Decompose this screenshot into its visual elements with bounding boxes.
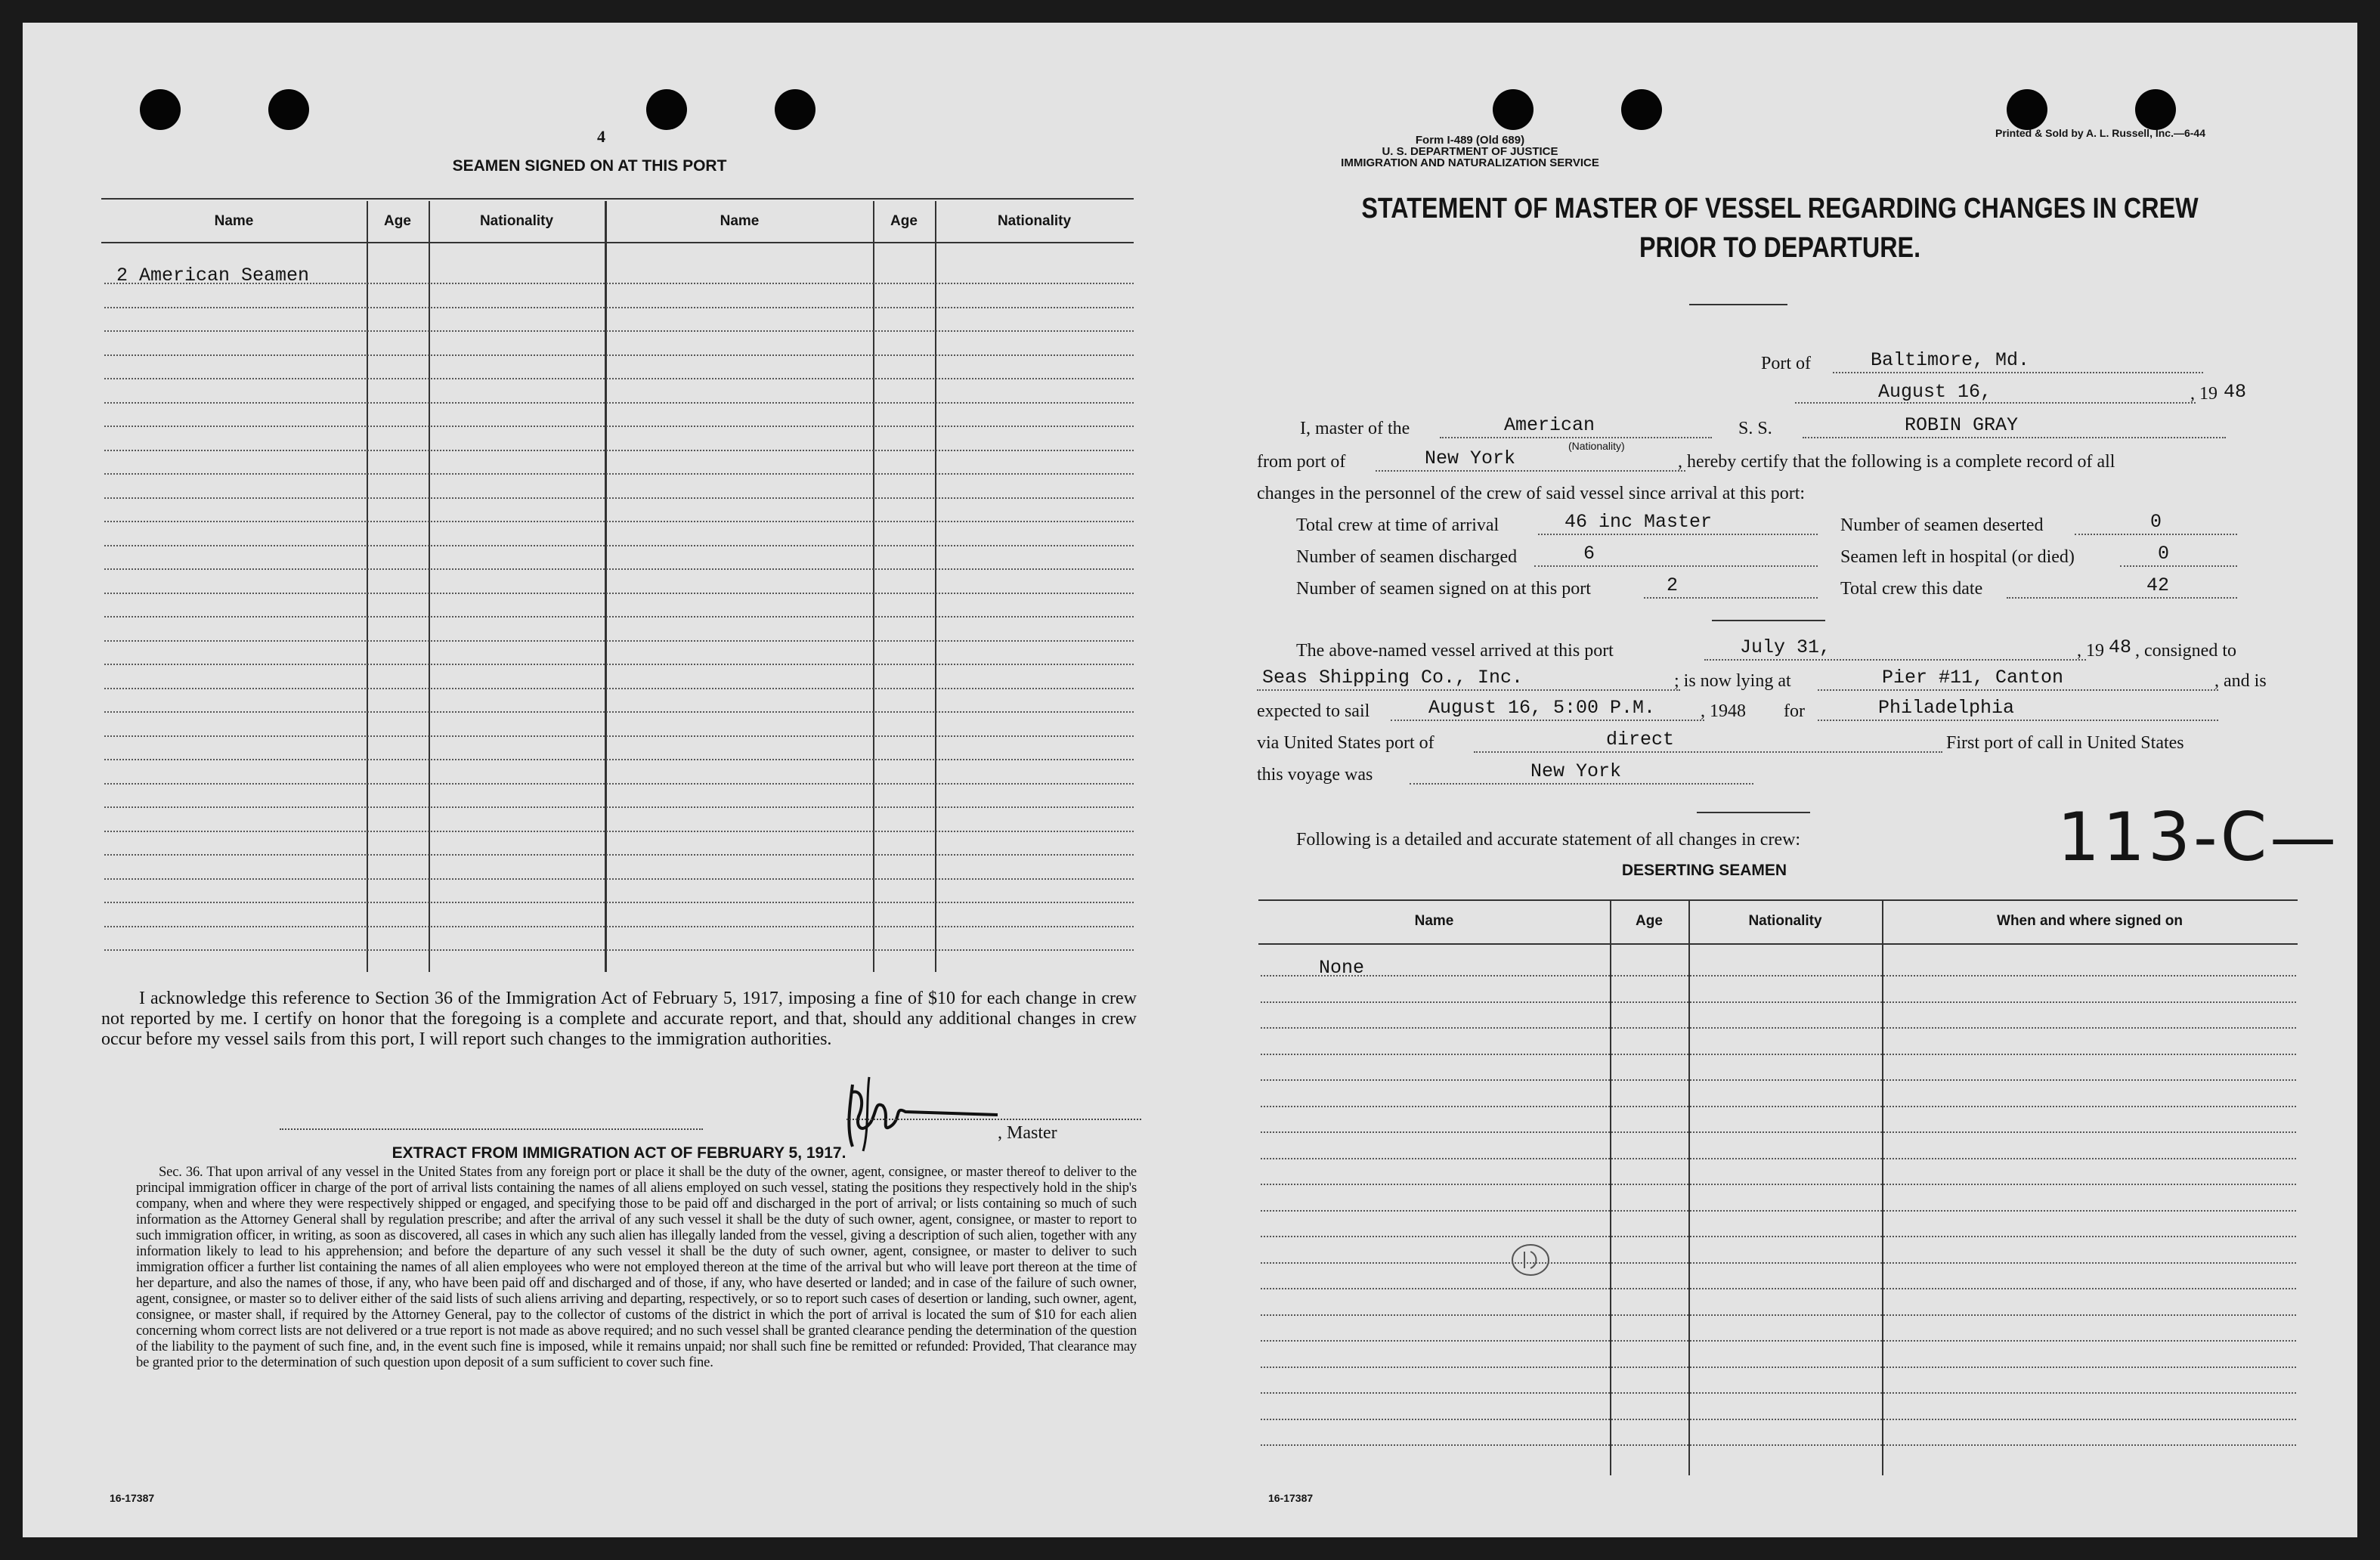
deserting-column-rule — [1882, 901, 1883, 1475]
date-line — [1795, 402, 2196, 404]
table-row-rule — [1261, 1314, 2296, 1316]
department-name: U. S. DEPARTMENT OF JUSTICE — [1382, 145, 1558, 158]
table-row-rule — [1261, 1288, 2296, 1289]
table-row-rule — [1261, 1131, 2296, 1133]
table-row-rule — [104, 473, 1134, 475]
left-footer-code: 16-17387 — [110, 1492, 155, 1504]
lying-value: Pier #11, Canton — [1882, 667, 2064, 689]
discharged-line — [1534, 565, 1818, 567]
deserting-col-nationality: Nationality — [1748, 913, 1822, 929]
counts-rule — [1712, 620, 1825, 621]
discharged-value: 6 — [1583, 543, 1595, 565]
punch-hole — [140, 89, 181, 130]
form-title — [1340, 189, 2221, 268]
col-header-name-2: Name — [720, 213, 760, 229]
nationality-value: American — [1504, 414, 1595, 436]
table-row-rule — [1261, 1419, 2296, 1420]
master-label: , Master — [998, 1123, 1057, 1143]
col-header-age-2: Age — [890, 213, 918, 229]
table-row-rule — [104, 497, 1134, 499]
title-rule — [1689, 304, 1787, 305]
nationality-line — [1440, 437, 1712, 438]
date-value: August 16, — [1878, 381, 1992, 403]
arrived-line — [1704, 659, 2086, 661]
stamp-mark — [1508, 1241, 1553, 1279]
consigned-label: , consigned to — [2135, 641, 2236, 661]
extract-separator — [280, 1128, 703, 1130]
hospital-line — [2120, 565, 2237, 567]
right-footer-code: 16-17387 — [1268, 1492, 1314, 1504]
signed-on-entry: 2 American Seamen — [116, 265, 310, 286]
table-row-rule — [1261, 1262, 2296, 1264]
table-row-rule — [104, 330, 1134, 332]
table-row-rule — [1261, 1027, 2296, 1029]
punch-hole — [646, 89, 687, 130]
table-column-rule — [605, 201, 607, 972]
table-row-rule — [104, 854, 1134, 856]
table-row-rule — [104, 283, 1134, 284]
table-row-rule — [104, 664, 1134, 665]
deserting-col-when-where: When and where signed on — [1997, 913, 2183, 929]
punch-hole — [268, 89, 309, 130]
table-row-rule — [1261, 1367, 2296, 1368]
from-port-value: New York — [1425, 447, 1516, 469]
col-header-age: Age — [384, 213, 411, 229]
total-crew-date-label: Total crew this date — [1840, 579, 1983, 599]
deserting-column-rule — [1688, 901, 1690, 1475]
table-row-rule — [1261, 1001, 2296, 1003]
punch-hole — [775, 89, 816, 130]
col-header-nationality: Nationality — [479, 213, 554, 229]
table-row-rule — [104, 426, 1134, 427]
table-column-rule — [935, 201, 936, 972]
form-number: Form I-489 (Old 689) — [1415, 134, 1525, 147]
table-row-rule — [104, 949, 1134, 951]
table-row-rule — [1261, 1444, 2296, 1446]
lying-label: ; is now lying at — [1674, 671, 1791, 691]
deserted-value: 0 — [2150, 511, 2162, 533]
document-sheet — [23, 23, 2357, 1537]
year-value: 48 — [2224, 381, 2247, 403]
table-row-rule — [1261, 1340, 2296, 1342]
service-name: IMMIGRATION AND NATURALIZATION SERVICE — [1341, 156, 1599, 169]
and-is-text: , and is — [2214, 671, 2267, 691]
table-row-rule — [104, 878, 1134, 880]
table-row-rule — [104, 640, 1134, 642]
punch-hole — [1621, 89, 1662, 130]
table-row-rule — [104, 307, 1134, 308]
table-row-rule — [1261, 1158, 2296, 1159]
deserting-title: DESERTING SEAMEN — [1621, 862, 1787, 879]
from-port-label: from port of — [1257, 452, 1346, 472]
for-line — [1818, 720, 2218, 721]
punch-hole — [2135, 89, 2176, 130]
via-label: via United States port of — [1257, 733, 1434, 753]
form-title-line-1: STATEMENT OF MASTER OF VESSEL REGARDING CHANGES IN CREW — [1361, 193, 2199, 224]
table-row-rule — [104, 593, 1134, 594]
hospital-value: 0 — [2158, 543, 2170, 565]
discharged-label: Number of seamen discharged — [1296, 547, 1518, 567]
table-row-rule — [104, 806, 1134, 808]
total-crew-arrival-value: 46 inc Master — [1564, 511, 1713, 533]
port-line — [1833, 372, 2203, 373]
table-row-rule — [1261, 975, 2296, 977]
for-value: Philadelphia — [1878, 697, 2015, 719]
table-row-rule — [104, 759, 1134, 760]
total-crew-arrival-label: Total crew at time of arrival — [1296, 515, 1499, 535]
deserting-col-name: Name — [1414, 913, 1454, 929]
table-row-rule — [104, 735, 1134, 737]
punch-hole — [2007, 89, 2047, 130]
printer-credit: Printed & Sold by A. L. Russell, Inc.—6-44 — [1995, 127, 2205, 139]
extract-title: EXTRACT FROM IMMIGRATION ACT OF FEBRUARY 5, 1917. — [392, 1144, 846, 1162]
page-number: 4 — [597, 127, 605, 146]
table-row-rule — [1261, 1184, 2296, 1185]
acknowledgment-text: I acknowledge this reference to Section 36 of the Immigration Act of February 5, 1917, imposing a fine of $10 for each change in crew not reported by me. I certify on honor that the foregoing is a complete and accurate report, and that, should any additional changes in crew occur before my vessel sails from this port, I will report such changes to the immigration authorities. — [101, 989, 1137, 1049]
port-value: Baltimore, Md. — [1871, 349, 2030, 371]
table-row-rule — [1261, 1054, 2296, 1055]
table-row-rule — [1261, 1210, 2296, 1212]
table-row-rule — [1261, 1079, 2296, 1081]
for-label: for — [1784, 701, 1805, 721]
changes-text: changes in the personnel of the crew of said vessel since arrival at this port: — [1257, 484, 1806, 503]
via-value: direct — [1606, 729, 1675, 751]
form-header — [1285, 135, 1655, 169]
table-row-rule — [104, 402, 1134, 404]
certify-text: , hereby certify that the following is a complete record of all — [1678, 452, 2115, 472]
table-row-rule — [104, 616, 1134, 618]
signed-on-line — [1644, 597, 1818, 599]
consignee-value: Seas Shipping Co., Inc. — [1262, 667, 1524, 689]
table-header-rule — [101, 242, 1134, 243]
deserting-entry: None — [1319, 957, 1365, 979]
via-line — [1474, 751, 1942, 753]
table-row-rule — [104, 568, 1134, 570]
table-row-rule — [104, 450, 1134, 451]
from-port-line — [1376, 470, 1685, 472]
table-row-rule — [104, 688, 1134, 689]
form-title-line-2: PRIOR TO DEPARTURE. — [1639, 232, 1921, 264]
extract-text: Sec. 36. That upon arrival of any vessel in the United States from any foreign port or place it shall be the duty of the owner, agent, consignee, or master thereof to deliver to the principal immigration officer in charge of the port of arrival lists containing the names of all aliens employed on such vessel, stating the positions they respectively hold in the ship's company, when and where they were respectively shipped or engaged, and specifying those to be paid off and discharged in the port of arrival; or lists containing so much of such information as the Attorney General shall by regulation prescribe; and after the arrival of any such vessel it shall be the duty of such owner, agent, consignee, or master to report to such immigration officer, in writing, as soon as discovered, all cases in which any such alien has illegally landed from the vessel, giving a description of such alien, together with any information likely to lead to his apprehension; and before the departure of any such vessel it shall be the duty of such owner, agent, consignee, or master to deliver to such immigration officer a further list containing the names of all alien employees who were not employed thereon at the time of the arrival but who will leave port thereon at the time of her departure, and also the names of those, if any, who have been paid off and discharged and of those, if any, who have deserted or landed; and in case of the failure of such owner, agent, consignee, or master so to deliver either of the said lists of such aliens arriving and departing, respectively, or so to report such cases of desertion or landing, such owner, agent, consignee, or master shall, if required by the Attorney General, pay to the collector of customs of the district in which the port of arrival is located the sum of $10 for each alien concerning whom correct lists are not delivered or a true report is not made as above required; and no such vessel shall be granted clearance pending the determination of the question of the liability to the payment of such fine, and, in the event such fine is imposed, while it remains unpaid; nor shall such fine be remitted or refunded: Provided, That clearance may be granted prior to the determination of such question upon deposit of a sum sufficient to cover such fine. — [136, 1164, 1137, 1370]
table-row-rule — [104, 926, 1134, 927]
deserting-col-age: Age — [1636, 913, 1663, 929]
col-header-name: Name — [214, 213, 254, 229]
voyage-line — [1410, 783, 1753, 785]
sail-label: expected to sail — [1257, 701, 1370, 721]
handwritten-code: 113-C— — [2057, 798, 2340, 876]
master-prefix: I, master of the — [1300, 419, 1410, 438]
hospital-label: Seamen left in hospital (or died) — [1840, 547, 2075, 567]
arrived-year-prefix: , 19 — [2077, 641, 2104, 661]
signed-on-table-title: SEAMEN SIGNED ON AT THIS PORT — [452, 157, 727, 175]
vessel-line — [1803, 437, 2226, 438]
first-port-label: First port of call in United States — [1946, 733, 2184, 753]
voyage-label: this voyage was — [1257, 765, 1373, 785]
arrived-label: The above-named vessel arrived at this port — [1296, 641, 1614, 661]
vessel-name: ROBIN GRAY — [1905, 414, 2019, 436]
deserted-label: Number of seamen deserted — [1840, 515, 2044, 535]
table-row-rule — [104, 354, 1134, 356]
table-row-rule — [104, 783, 1134, 785]
ss-label: S. S. — [1738, 419, 1772, 438]
signed-on-label: Number of seamen signed on at this port — [1296, 579, 1591, 599]
table-column-rule — [367, 201, 368, 972]
arrived-year: 48 — [2109, 636, 2132, 658]
deserting-header-rule — [1258, 943, 2298, 945]
following-text: Following is a detailed and accurate statement of all changes in crew: — [1296, 830, 1801, 850]
table-row-rule — [104, 545, 1134, 546]
sail-year: , 1948 — [1701, 701, 1746, 721]
table-row-rule — [1261, 1392, 2296, 1394]
table-row-rule — [1261, 1236, 2296, 1237]
deserted-line — [2075, 534, 2237, 535]
deserting-column-rule — [1610, 901, 1611, 1475]
deserting-top-rule — [1258, 899, 2298, 901]
table-column-rule — [429, 201, 430, 972]
lying-line — [1818, 689, 2218, 691]
voyage-value: New York — [1530, 760, 1622, 782]
total-crew-date-line — [2007, 597, 2237, 599]
consignee-line — [1257, 689, 1680, 691]
punch-hole — [1493, 89, 1534, 130]
total-crew-date-value: 42 — [2146, 574, 2170, 596]
table-row-rule — [104, 902, 1134, 903]
table-row-rule — [104, 521, 1134, 522]
arrived-value: July 31, — [1740, 636, 1831, 658]
table-row-rule — [104, 831, 1134, 832]
table-row-rule — [104, 711, 1134, 713]
total-crew-arrival-line — [1538, 534, 1818, 535]
table-row-rule — [104, 378, 1134, 379]
col-header-nationality-2: Nationality — [997, 213, 1072, 229]
table-top-rule — [101, 198, 1134, 200]
nationality-caption: (Nationality) — [1568, 440, 1625, 452]
port-label: Port of — [1761, 354, 1811, 373]
sail-line — [1391, 720, 1704, 721]
year-prefix: , 19 — [2190, 384, 2218, 404]
signed-on-value: 2 — [1667, 574, 1679, 596]
signature-line — [846, 1119, 1141, 1120]
voyage-rule — [1697, 812, 1810, 813]
sail-value: August 16, 5:00 P.M. — [1428, 697, 1656, 719]
table-row-rule — [1261, 1106, 2296, 1107]
table-column-rule — [873, 201, 874, 972]
